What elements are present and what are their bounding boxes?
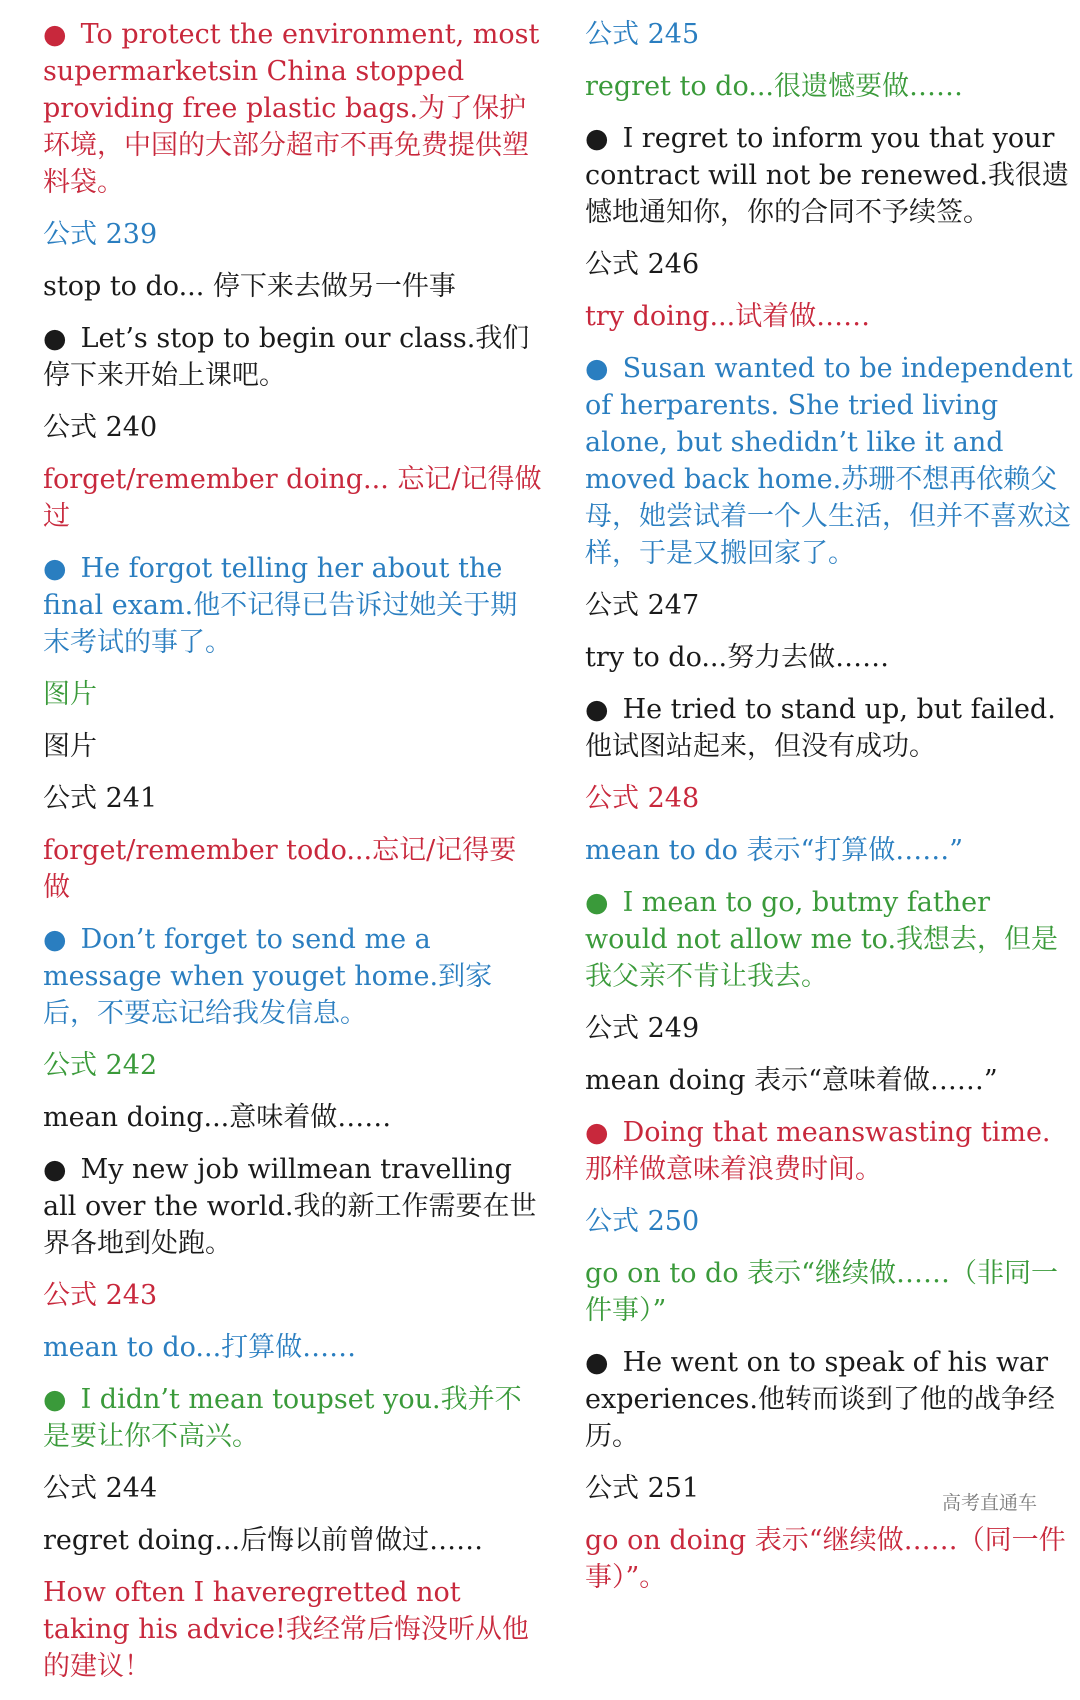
paragraph-text: Let’s stop to begin our class.我们停下来开始上课吧。	[43, 323, 530, 391]
paragraph	[585, 16, 1075, 53]
watermark: 高考直通车	[942, 1492, 1038, 1514]
paragraph-text: 公式 244	[43, 1473, 158, 1504]
paragraph-text: try doing...试着做……	[585, 301, 871, 332]
paragraph-text: try to do...努力去做……	[585, 642, 890, 673]
paragraph-text: 公式 248	[585, 783, 700, 814]
paragraph	[585, 1062, 1075, 1099]
paragraph	[43, 780, 543, 817]
paragraph-text: 公式 246	[585, 249, 700, 280]
paragraph-text: forget/remember todo...忘记/记得要做	[43, 835, 517, 903]
example-sentence	[585, 691, 1075, 765]
paragraph	[585, 68, 1075, 105]
paragraph-text: My new job willmean travelling all over the world.我的新工作需要在世界各地到处跑。	[43, 1154, 537, 1259]
example-sentence	[43, 921, 543, 1032]
paragraph	[585, 246, 1075, 283]
paragraph	[43, 216, 543, 253]
bullet-icon: ●	[43, 1384, 67, 1415]
paragraph	[585, 587, 1075, 624]
paragraph	[43, 1329, 543, 1366]
example-sentence	[43, 1381, 543, 1455]
paragraph-text: mean to do 表示“打算做……”	[585, 835, 964, 866]
paragraph-text: go on doing 表示“继续做……（同一件事）”。	[585, 1525, 1066, 1593]
paragraph	[43, 1522, 543, 1559]
paragraph	[43, 268, 543, 305]
bullet-icon: ●	[585, 1347, 609, 1378]
paragraph-text: 公式 243	[43, 1280, 158, 1311]
bullet-icon: ●	[43, 323, 67, 354]
paragraph	[585, 1522, 1075, 1596]
bullet-icon: ●	[43, 924, 67, 955]
example-sentence	[43, 1151, 543, 1262]
bullet-icon: ●	[43, 1154, 67, 1185]
paragraph-text: 图片	[43, 731, 97, 762]
paragraph-text: mean doing 表示“意味着做……”	[585, 1065, 998, 1096]
paragraph-text: 公式 239	[43, 219, 158, 250]
paragraph-text: mean to do...打算做……	[43, 1332, 357, 1363]
paragraph	[585, 1203, 1075, 1240]
paragraph-text: stop to do... 停下来去做另一件事	[43, 271, 456, 302]
example-sentence	[585, 120, 1075, 231]
paragraph	[585, 298, 1075, 335]
paragraph-text: 公式 242	[43, 1050, 158, 1081]
paragraph-text: He tried to stand up, but failed.他试图站起来，但没有成功。	[585, 694, 1056, 762]
bullet-icon: ●	[585, 123, 609, 154]
paragraph-text: He went on to speak of his war experiences.他转而谈到了他的战争经历。	[585, 1347, 1055, 1452]
example-sentence	[585, 350, 1075, 572]
paragraph	[43, 409, 543, 446]
paragraph	[43, 832, 543, 906]
paragraph-text: mean doing...意味着做……	[43, 1102, 392, 1133]
paragraph-text: 公式 251	[585, 1473, 700, 1504]
example-sentence	[585, 884, 1075, 995]
paragraph	[585, 639, 1075, 676]
paragraph	[585, 780, 1075, 817]
example-sentence	[43, 320, 543, 394]
paragraph	[585, 1010, 1075, 1047]
paragraph	[43, 1099, 543, 1136]
paragraph-text: regret doing...后悔以前曾做过……	[43, 1525, 484, 1556]
paragraph-text: Susan wanted to be independent of herparents. She tried living alone, but shedidn’t like it and moved back home.苏珊不想再依赖父母，她尝试着一个人生活，但并不喜欢这样，于是又搬回家了。	[585, 353, 1073, 569]
paragraph	[43, 1277, 543, 1314]
paragraph-text: 公式 241	[43, 783, 158, 814]
paragraph-text: forget/remember doing... 忘记/记得做过	[43, 464, 542, 532]
example-sentence	[43, 550, 543, 661]
paragraph-text: Doing that meanswasting time.那样做意味着浪费时间。	[585, 1117, 1051, 1185]
paragraph-text: I regret to inform you that your contract will not be renewed.我很遗憾地通知你，你的合同不予续签。	[585, 123, 1069, 228]
example-sentence	[43, 16, 543, 201]
paragraph	[43, 728, 543, 765]
bullet-icon: ●	[585, 694, 609, 725]
paragraph-text: 公式 249	[585, 1013, 700, 1044]
paragraph	[585, 1255, 1075, 1329]
paragraph	[43, 1574, 543, 1685]
paragraph-text: 公式 247	[585, 590, 700, 621]
paragraph-text: 公式 240	[43, 412, 158, 443]
example-sentence	[585, 1114, 1075, 1188]
paragraph-text: 公式 250	[585, 1206, 700, 1237]
bullet-icon: ●	[585, 1117, 609, 1148]
paragraph-text: How often I haveregretted not taking his advice!我经常后悔没听从他的建议！	[43, 1577, 529, 1682]
paragraph-text: He forgot telling her about the final exam.他不记得已告诉过她关于期末考试的事了。	[43, 553, 518, 658]
paragraph	[43, 461, 543, 535]
bullet-icon: ●	[585, 887, 609, 918]
paragraph-text: go on to do 表示“继续做……（非同一件事）”	[585, 1258, 1058, 1326]
paragraph-text: Don’t forget to send me a message when youget home.到家后，不要忘记给我发信息。	[43, 924, 493, 1029]
paragraph-text: 图片	[43, 679, 97, 710]
bullet-icon: ●	[43, 19, 67, 50]
paragraph-text: 公式 245	[585, 19, 700, 50]
bullet-icon: ●	[43, 553, 67, 584]
paragraph-text: I didn’t mean toupset you.我并不是要让你不高兴。	[43, 1384, 522, 1452]
paragraph	[43, 676, 543, 713]
paragraph	[43, 1470, 543, 1507]
paragraph-text: I mean to go, butmy father would not allow me to.我想去，但是我父亲不肯让我去。	[585, 887, 1059, 992]
right-column	[585, 16, 1075, 1611]
example-sentence	[585, 1344, 1075, 1455]
paragraph	[43, 1047, 543, 1084]
left-column	[43, 16, 543, 1700]
bullet-icon: ●	[585, 353, 609, 384]
paragraph	[585, 832, 1075, 869]
paragraph-text: To protect the environment, most supermarketsin China stopped providing free plastic bags.为了保护环境，中国的大部分超市不再免费提供塑料袋。	[43, 19, 540, 198]
paragraph-text: regret to do...很遗憾要做……	[585, 71, 963, 102]
